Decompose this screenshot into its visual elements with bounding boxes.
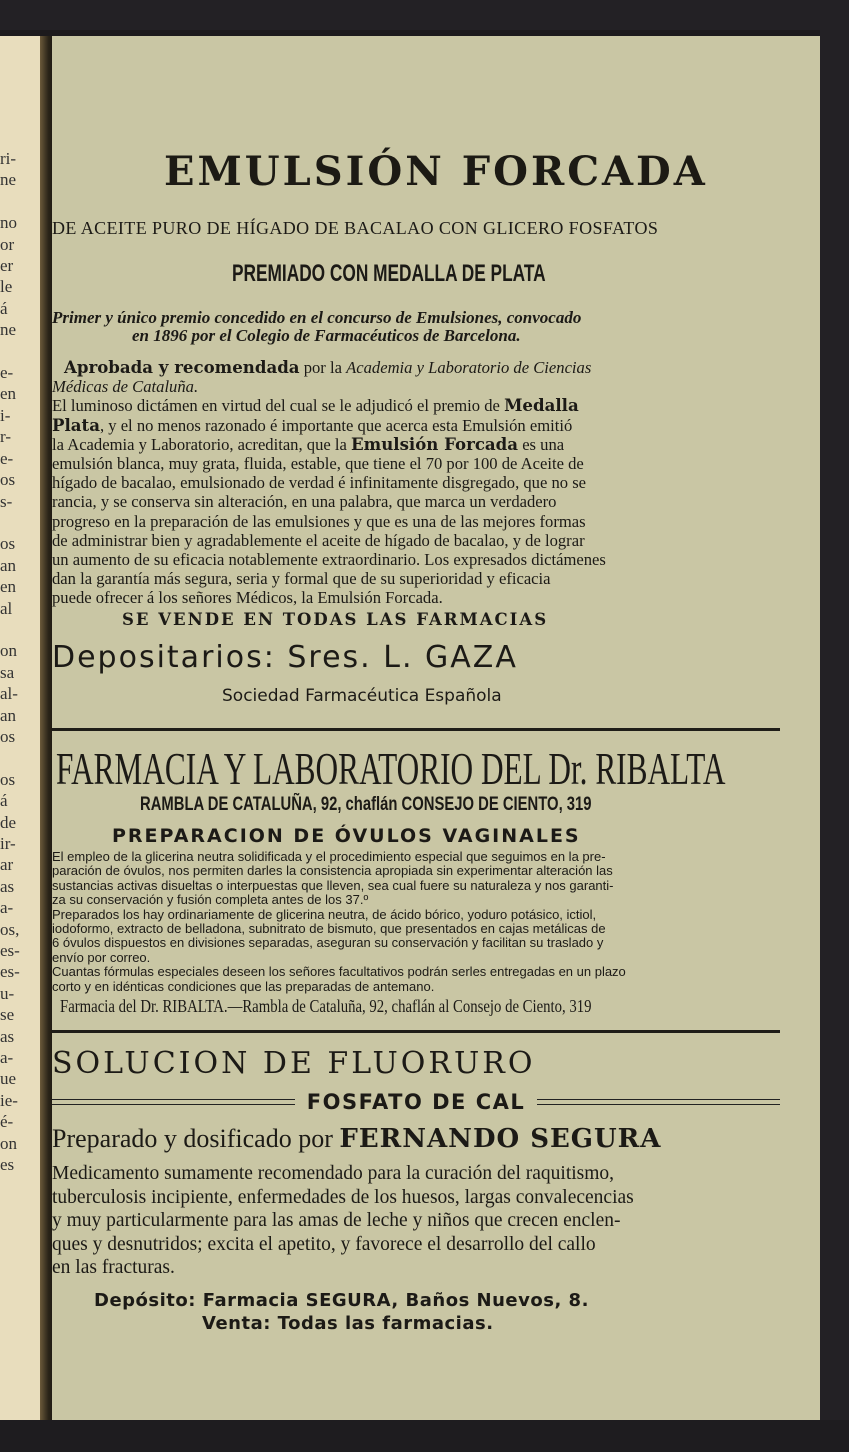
ribalta-small-line: corto y en idénticas condiciones que las preparadas de antemano. xyxy=(52,978,435,994)
forcada-body-line xyxy=(52,454,584,473)
segura-body-line: Medicamento sumamente recomendado para la curación del raquitismo, xyxy=(52,1163,615,1184)
segura-body-line: tuberculosis incipiente, enfermedades de los huesos, largas convalecencias xyxy=(52,1186,634,1208)
text-run: de administrar bien y agradablemente el aceite de hígado de bacalao, y de lograr xyxy=(52,530,585,550)
forcada-body-line xyxy=(52,588,443,607)
ribalta-small-line: za su conservación y fusión completa antes de los 37.º xyxy=(52,892,369,908)
text-run: un aumento de su eficacia notablemente extraordinario. Los expresados dictámenes xyxy=(52,550,606,569)
text-run: puede ofrecer á los señores Médicos, la Emulsión Forcada. xyxy=(52,588,443,608)
segura-subtitle: FOSFATO DE CAL xyxy=(306,1090,526,1114)
double-rule-right xyxy=(537,1099,780,1105)
scanner-background-top xyxy=(0,0,849,30)
text-run: rancia, y se conserva sin alteración, en una palabra, que marca un verdadero xyxy=(52,492,557,512)
ribalta-small-line: El empleo de la glicerina neutra solidificada y el procedimiento especial que seguimos en la pre- xyxy=(52,849,606,864)
text-run: progreso en la preparación de las emulsiones y que es una de las mejores formas xyxy=(52,511,586,531)
forcada-body-line xyxy=(52,550,606,569)
text-run: hígado de bacalao, emulsionado de verdad é infinitamente disgregado, que no se xyxy=(52,473,587,493)
segura-title: SOLUCION DE FLUORURO xyxy=(52,1046,536,1081)
advertisement-page xyxy=(52,36,820,1420)
text-run: por la xyxy=(299,358,347,377)
ribalta-small-line: Cuantas fórmulas especiales deseen los señores facultativos podrán serles entregadas en un plazo xyxy=(52,964,626,980)
italic-run: Médicas de Cataluña. xyxy=(52,377,199,397)
ribalta-title: FARMACIA Y LABORATORIO DEL Dr. RIBALTA xyxy=(56,743,726,794)
forcada-premio-line-2: en 1896 por el Colegio de Farmacéuticos de Barcelona. xyxy=(132,326,521,345)
ribalta-footer: Farmacia del Dr. RIBALTA.—Rambla de Cataluña, 92, chaflán al Consejo de Ciento, 319 xyxy=(60,996,592,1016)
bold-run: Plata xyxy=(52,414,100,435)
forcada-body-line xyxy=(52,512,586,531)
forcada-premio-line-1: Primer y único premio concedido en el concurso de Emulsiones, convocado xyxy=(52,308,582,327)
segura-name: FERNANDO SEGURA xyxy=(339,1124,662,1154)
text-run: emulsión blanca, muy grata, fluida, estable, que tiene el 70 por 100 de Aceite de xyxy=(52,454,584,473)
ribalta-preparation-heading: PREPARACION DE ÓVULOS VAGINALES xyxy=(112,825,581,847)
italic-run: Academia y Laboratorio de Ciencias xyxy=(346,358,592,377)
forcada-depositarios: Depositarios: Sres. L. GAZA xyxy=(52,640,518,675)
previous-page-text-fragments: ri- ne no or er le á ne e- en i- r- e- os s- os an en al on sa al- an os os á de ir- ar as a- os, es- es- u- se as a- ue ie- é- on es xyxy=(0,149,20,1175)
forcada-body-line xyxy=(52,416,572,435)
forcada-award: PREMIADO CON MEDALLA DE PLATA xyxy=(232,260,546,287)
segura-subtitle-row xyxy=(52,1090,780,1114)
ribalta-small-line: Preparados los hay ordinariamente de glicerina neutra, de ácido bórico, yoduro potásico, ictiol, xyxy=(52,906,597,922)
segura-venta: Venta: Todas las farmacias. xyxy=(202,1313,494,1334)
forcada-body-line xyxy=(52,531,585,550)
forcada-body-line xyxy=(52,396,579,415)
text-run: El luminoso dictámen en virtud del cual se le adjudicó el premio de xyxy=(52,396,505,416)
forcada-body-line xyxy=(52,473,586,492)
forcada-body-line xyxy=(52,377,198,396)
ribalta-small-line: envío por correo. xyxy=(52,949,151,965)
ribalta-small-line: paración de óvulos, nos permiten darles la consistencia apropiada sin experimentar alteración las xyxy=(52,863,613,879)
scanner-background-bottom xyxy=(0,1420,849,1452)
bold-run: Aprobada y recomendada xyxy=(64,357,300,377)
section-divider-1 xyxy=(52,728,780,731)
segura-preparado-line xyxy=(52,1124,661,1154)
segura-deposito: Depósito: Farmacia SEGURA, Baños Nuevos, 8. xyxy=(94,1290,589,1311)
forcada-body-line xyxy=(52,435,564,454)
text-run: la Academia y Laboratorio, acreditan, que la xyxy=(52,434,352,454)
ribalta-small-line: iodoformo, extracto de belladona, subnitrato de bismuto, que presentados en cajas metálicas de xyxy=(52,921,606,936)
previous-page-edge xyxy=(0,36,44,1420)
forcada-body-line xyxy=(52,492,556,511)
ribalta-address: RAMBLA DE CATALUÑA, 92, chaflán CONSEJO DE CIENTO, 319 xyxy=(140,794,592,815)
segura-body-line: ques y desnutridos; excita el apetito, y favorece el desarrollo del callo xyxy=(52,1233,596,1255)
text-run: , y el no menos razonado é importante que acerca esta Emulsión emitió xyxy=(99,415,573,435)
forcada-body-line xyxy=(64,358,591,377)
text-run: es una xyxy=(518,434,565,454)
forcada-sociedad: Sociedad Farmacéutica Española xyxy=(222,686,502,706)
forcada-body-line xyxy=(52,569,551,588)
segura-body-line: y muy particularmente para las amas de leche y niños que crecen enclen- xyxy=(52,1210,621,1232)
segura-body-line: en las fracturas. xyxy=(52,1257,175,1279)
forcada-title: EMULSIÓN FORCADA xyxy=(164,148,708,195)
ribalta-small-line: sustancias activas disueltas o interpuestas que lleven, sea cual fuere su naturaleza y nos garanti- xyxy=(52,877,614,893)
segura-preparado-label: Preparado y dosificado por xyxy=(52,1124,333,1153)
bold-run: Medalla xyxy=(504,395,579,416)
double-rule-left xyxy=(52,1099,295,1105)
section-divider-2 xyxy=(52,1030,780,1033)
forcada-sale-notice: SE VENDE EN TODAS LAS FARMACIAS xyxy=(122,610,549,629)
ribalta-small-line: 6 óvulos dispuestos en divisiones separadas, aseguran su conservación y facilitan su traslado y xyxy=(52,935,604,951)
scanner-background-right xyxy=(820,0,849,1452)
text-run: dan la garantía más segura, seria y formal que de su superioridad y eficacia xyxy=(52,569,551,589)
forcada-subtitle: DE ACEITE PURO DE HÍGADO DE BACALAO CON GLICERO FOSFATOS xyxy=(52,218,659,238)
bold-run: Emulsión Forcada xyxy=(351,433,519,454)
